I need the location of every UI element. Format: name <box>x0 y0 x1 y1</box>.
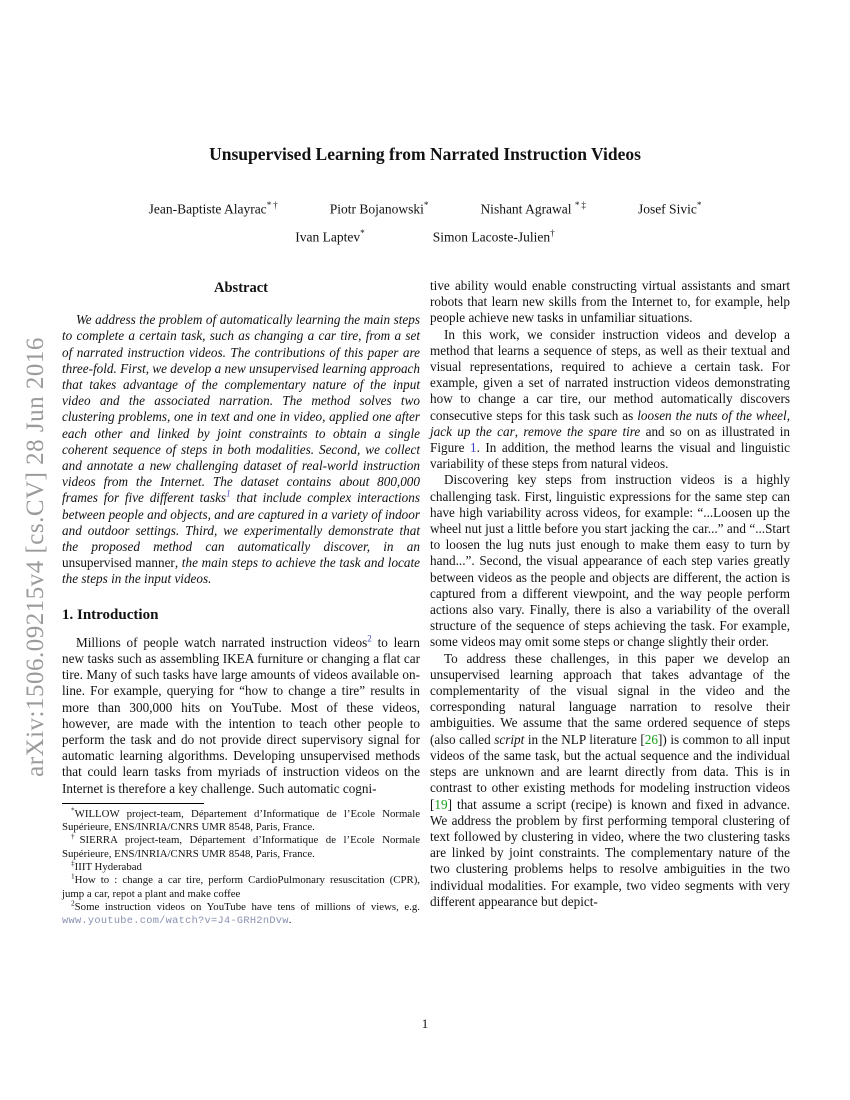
body-paragraph-4 <box>430 651 790 910</box>
author-affiliation-marker: † <box>550 228 555 238</box>
text-run: in the NLP literature [ <box>524 731 645 747</box>
footnote-tasks <box>62 871 420 901</box>
text-run: Discovering key steps from instruction videos is a highly challenging task. First, linguistic expressions for the same step can have high variability across videos, for example: “...Loosen up the wheel nut just a little before you start jacking the car...” and “...Start to loosen the lug nuts just enough to make them easy to turn by hand...”. Second, the visual appearance of each step varies greatly between videos as the people and objects are different, the action is captured from a different viewpoint, and the way people perform actions also vary. Finally, there is also a variability of the overall structure of the sequence of steps achieving the task. For example, some videos may omit some steps or change slightly their order. <box>430 472 790 650</box>
url-link[interactable]: www.youtube.com/watch?v=J4-GRH2nDvw <box>62 915 289 928</box>
body-paragraph-3 <box>430 472 790 650</box>
footnote-ref-link[interactable]: 2 <box>367 633 372 644</box>
footnote-sierra <box>62 831 420 861</box>
footnote-marker: ‡ <box>71 858 75 868</box>
author-name: Josef Sivic <box>637 201 697 217</box>
text-run: and so on as illustrated in Figure <box>430 423 791 456</box>
right-column <box>430 278 790 910</box>
body-paragraph-1 <box>430 278 790 327</box>
text-run: tive ability would enable constructing virtual assistants and smart robots that learn new skills from the Internet to, for example, help people achieve new tasks in unfamiliar situations. <box>430 278 790 326</box>
footnote-youtube <box>62 898 420 929</box>
text-run: ] that assume a script (recipe) is known and fixed in advance. We address the problem by first performing temporal clustering of text followed by clustering in video, where the two clustering tasks are linked by joint constraints. The complementary nature of the two clustering problems helps to resolve ambiguities in the two individual modalities. For example, two video segments with very different appearance but depict- <box>430 796 790 909</box>
footnote-iiit <box>62 858 420 874</box>
text-run-italic: , the main steps to achieve the task and locate the steps in the input videos. <box>62 555 420 587</box>
footnote-marker: * <box>71 805 75 815</box>
author-row-2 <box>0 228 850 246</box>
text-run: , <box>786 407 790 423</box>
citation-link[interactable]: 26 <box>644 731 658 747</box>
text-run: In this work, we consider instruction videos and develop a method that learns a sequence of steps, as well as their textual and visual representations, required to achieve a certain task. For example, given a set of narrated instruction videos demonstrating how to change a car tire, our method automatically discovers consecutive steps for this task such as <box>430 326 790 423</box>
author-alayrac <box>149 200 278 218</box>
author-name: Jean-Baptiste Alayrac <box>148 201 267 217</box>
text-run-italic: script <box>494 731 525 747</box>
text-run: . In addition, the method learns the visual and linguistic variability of these steps from natural videos. <box>430 440 790 472</box>
text-run: How to : change a car tire, perform CardioPulmonary resuscitation (CPR), jump a car, repot a plant and make coffee <box>62 874 420 900</box>
footnote-rule <box>62 803 204 804</box>
left-column <box>62 278 420 929</box>
arxiv-watermark: arXiv:1506.09215v4 [cs.CV] 28 Jun 2016 <box>22 337 49 777</box>
footnote-marker: 1 <box>71 871 75 881</box>
text-run: . <box>288 914 292 927</box>
footnote-willow <box>62 805 420 835</box>
text-run: , <box>514 423 524 439</box>
text-run: Millions of people watch narrated instruction videos <box>76 634 368 650</box>
text-run: Some instruction videos on YouTube have tens of millions of views, e.g. <box>74 900 420 913</box>
footnotes <box>62 805 420 929</box>
text-run-italic: remove the spare tire <box>523 423 641 439</box>
text-run: SIERRA project-team, Département d’Informatique de l’Ecole Normale Supérieure, ENS/INRIA/CNRS UMR 8548, Paris, France. <box>62 834 420 860</box>
figure-ref-link[interactable]: 1 <box>469 440 477 456</box>
author-name: Nishant Agrawal <box>480 201 575 217</box>
author-row-1 <box>0 200 850 218</box>
paper-title: Unsupervised Learning from Narrated Instruction Videos <box>209 144 641 164</box>
abstract-heading: Abstract <box>214 280 268 296</box>
author-bojanowski <box>330 200 429 218</box>
author-name: Simon Lacoste-Julien <box>432 229 551 245</box>
body-paragraph-2 <box>430 327 790 473</box>
text-run-italic: jack up the car <box>430 423 515 439</box>
introduction-paragraph <box>62 635 420 797</box>
footnote-marker: 2 <box>71 898 75 908</box>
text-run: To address these challenges, in this paper we develop an unsupervised learning approach that takes advantage of the complementarity of the visual signal in the video and the corresponding natural language narration to resolve their ambiguities. We assume that the same ordered sequence of steps (also called <box>430 650 790 747</box>
text-run: to learn new tasks such as assembling IKEA furniture or changing a flat car tire. Many of such tasks have large amounts of videos available on-line. For example, querying for “how to change a tire” results in more than 300,000 hits on YouTube. Most of these videos, however, are made with the intention to teach other people to perform the task and do not provide direct supervisory signal for automatic learning algorithms. Developing unsupervised methods that could learn tasks from myriads of instruction videos on the Internet is therefore a key challenge. Such automatic cogni- <box>62 634 420 796</box>
text-run: WILLOW project-team, Département d’Informatique de l’Ecole Normale Supérieure, ENS/INRIA/CNRS UMR 8548, Paris, France. <box>62 807 420 834</box>
text-run: IIIT Hyderabad <box>74 861 142 874</box>
author-affiliation-marker: * † <box>266 200 278 210</box>
text-run-italic: We address the problem of automatically learning the main steps to complete a certain task, such as changing a car tire, from a set of narrated instruction videos. The contributions of this paper are three-fold. First, we develop a new unsupervised learning approach that takes advantage of the complementary nature of the input video and the associated narration. The method solves two clustering problems, one in text and one in video, applied one after each other and linked by joint constraints to obtain a single coherent sequence of steps in both modalities. Second, we collect and annotate a new challenging dataset of real-world instruction videos from the Internet. The dataset contains about 800,000 frames for five different tasks <box>62 312 420 506</box>
author-affiliation-marker: * <box>423 200 429 210</box>
footnote-ref-link[interactable]: 1 <box>226 489 231 500</box>
abstract-text <box>62 312 420 587</box>
author-affiliation-marker: * <box>360 228 365 238</box>
author-sivic <box>638 200 701 218</box>
section-heading-introduction: 1. Introduction <box>62 606 159 623</box>
author-lacoste-julien <box>433 228 555 246</box>
footnote-marker: † <box>71 831 80 841</box>
author-name: Piotr Bojanowski <box>329 201 424 217</box>
page-number: 1 <box>421 1016 429 1031</box>
author-affiliation-marker: * ‡ <box>574 200 586 210</box>
citation-link[interactable]: 19 <box>434 796 448 812</box>
author-laptev <box>295 228 364 246</box>
text-run: ]) is common to all input videos of the same task, but the actual sequence and the individual steps are unknown and are learnt directly from data. This is in contrast to other existing methods for modeling instruction videos [ <box>430 731 791 812</box>
author-name: Ivan Laptev <box>295 229 361 245</box>
text-run-italic: loosen the nuts of the wheel <box>637 407 787 423</box>
author-agrawal <box>480 200 586 218</box>
text-run-upright: unsupervised manner <box>62 555 175 571</box>
text-run-italic: that include complex interactions between people and objects, and are captured in a variety of indoor and outdoor settings. Third, we experimentally demonstrate that the proposed method can automatically discover, in an <box>62 490 420 555</box>
author-affiliation-marker: * <box>696 200 702 210</box>
